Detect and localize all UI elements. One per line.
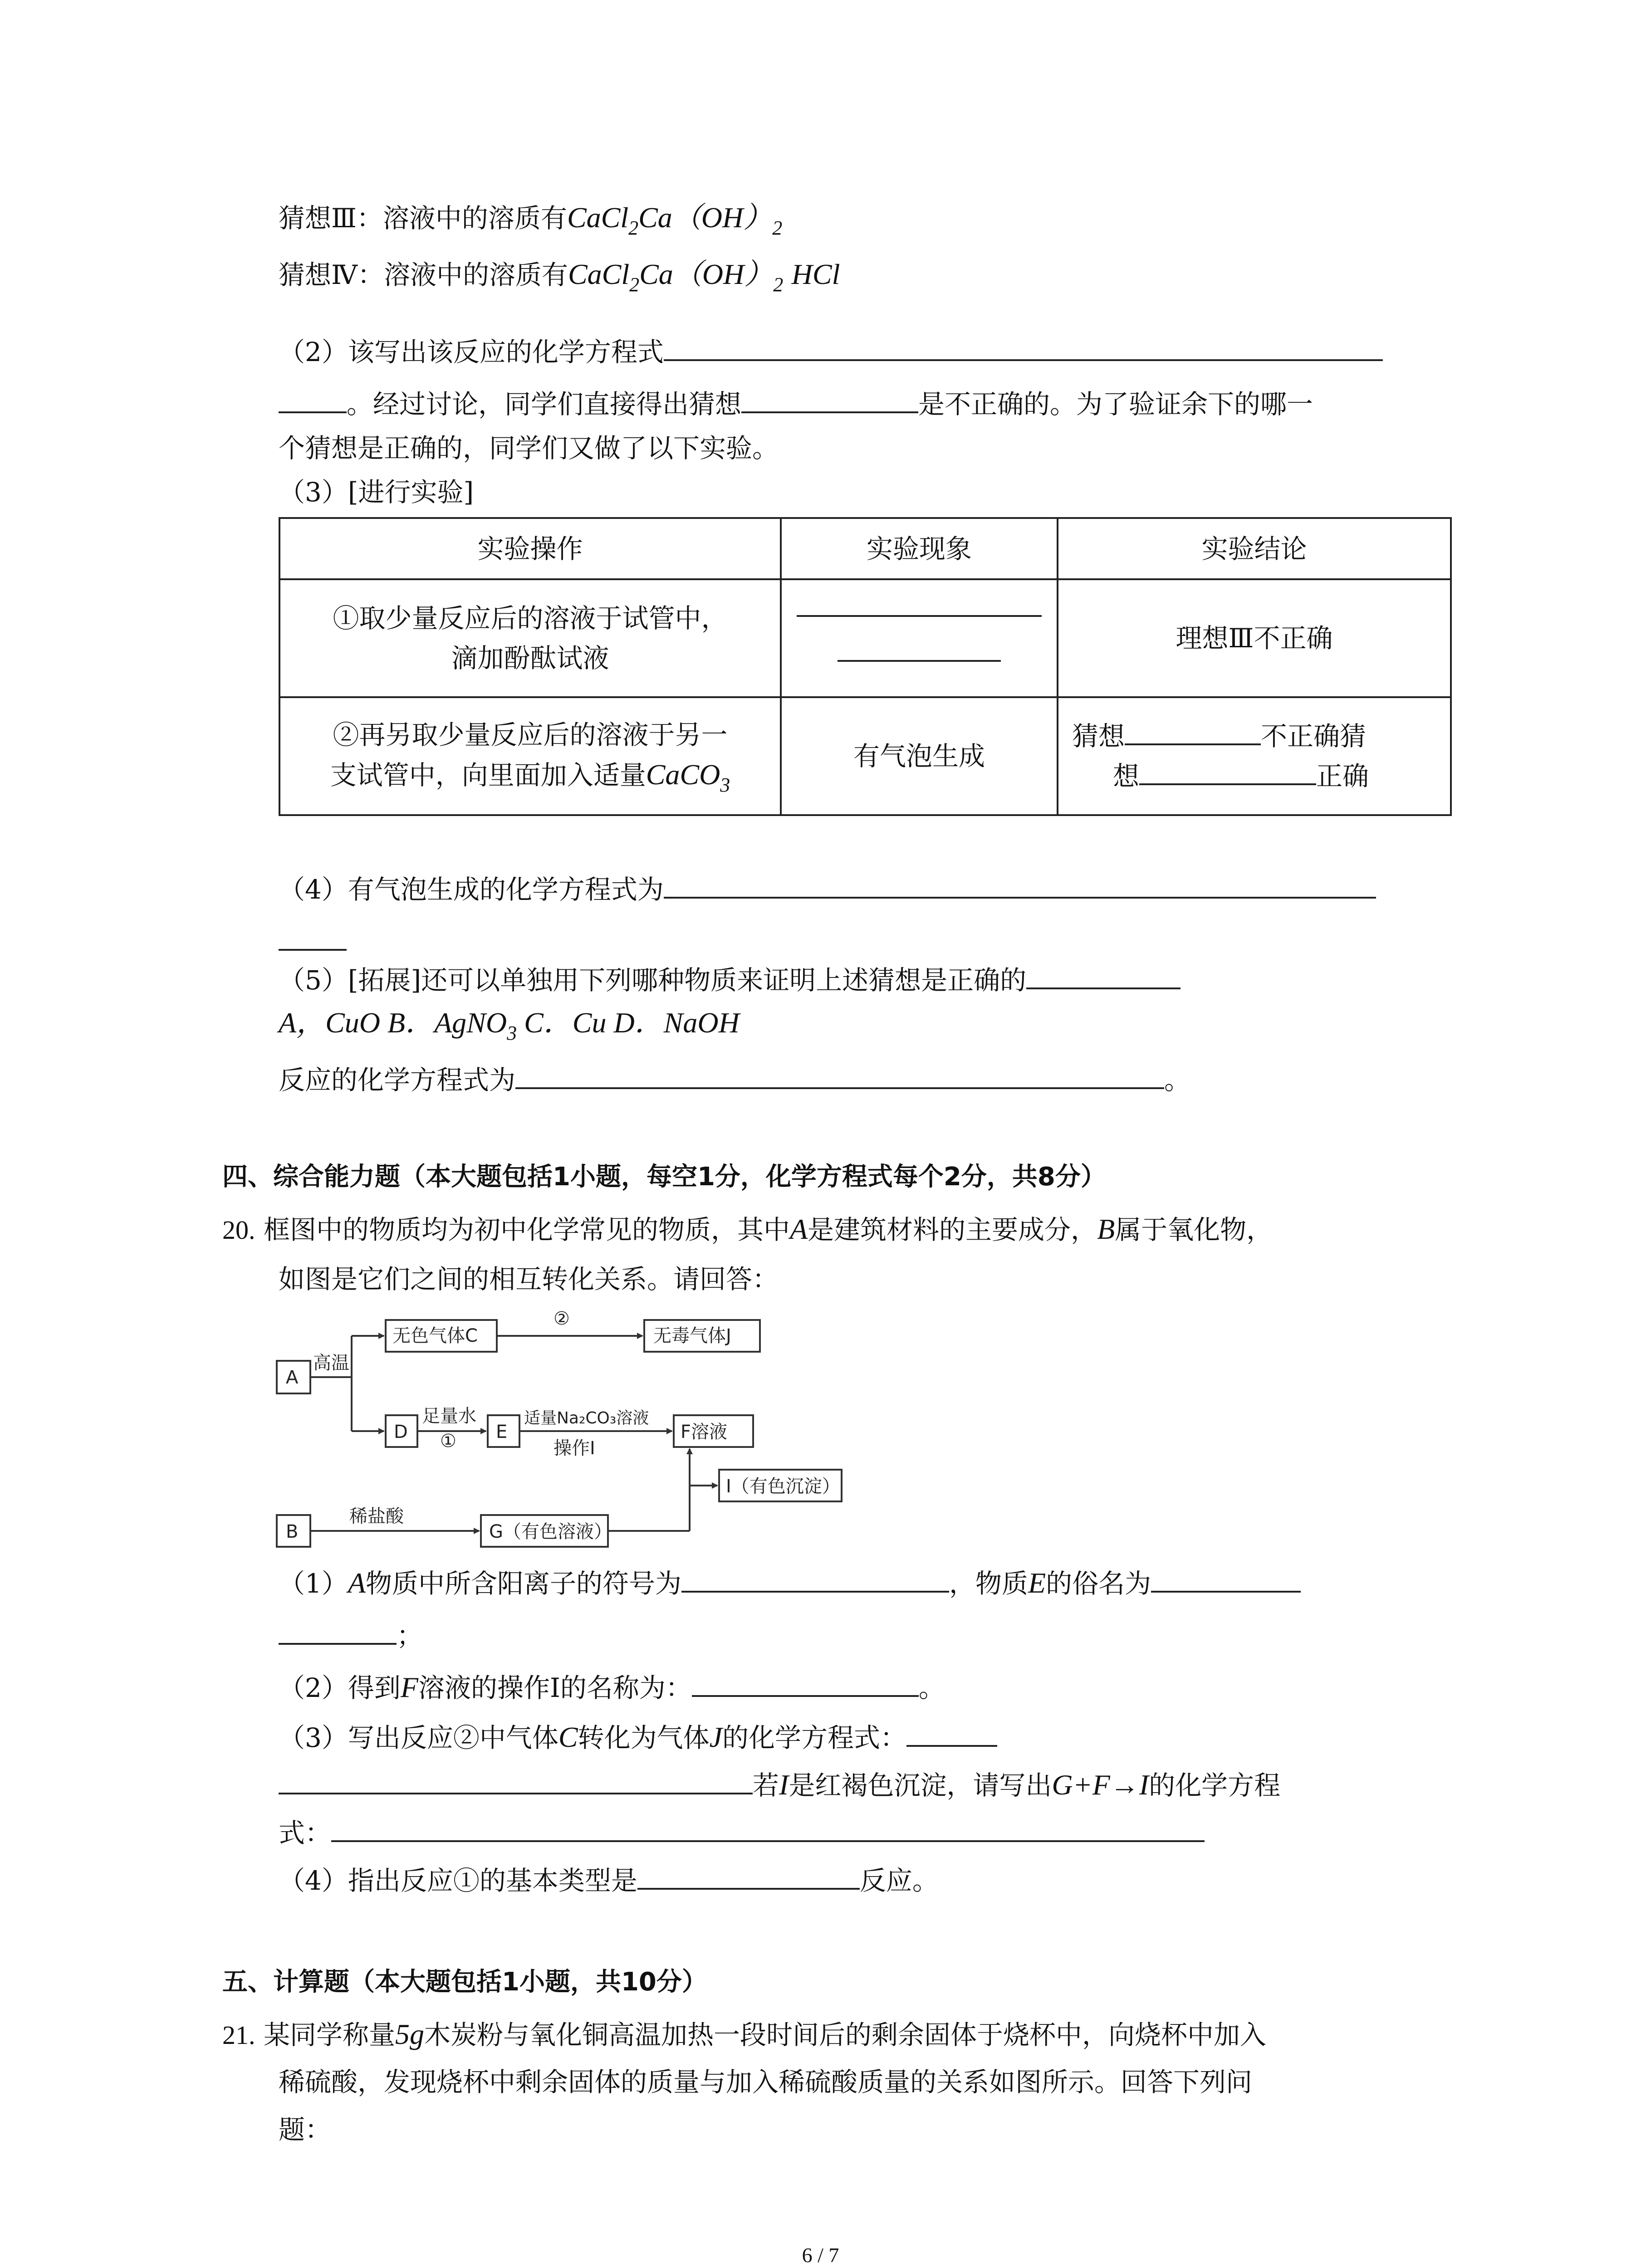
flow-label-d: D [394, 1422, 408, 1442]
q20-part4-b: 反应。 [859, 1865, 939, 1896]
row2-concl-line2 [1072, 756, 1436, 796]
guess-3-line [279, 200, 782, 239]
q19-part5-line [279, 959, 1181, 998]
q21-line1 [222, 2016, 1266, 2053]
q19-part5-options-b: C．Cu D．NaOH [517, 1007, 740, 1039]
answer-blank[interactable] [664, 331, 1383, 361]
row1-phenomenon [781, 579, 1058, 697]
q20-part3-var-j: J [709, 1721, 723, 1753]
table-header-conclusion: 实验结论 [1058, 518, 1451, 579]
q21-line3: 题： [279, 2114, 332, 2145]
answer-blank[interactable] [692, 1667, 919, 1697]
q21-line2: 稀硫酸，发现烧杯中剩余固体的质量与加入稀硫酸质量的关系如图所示。回答下列问 [279, 2067, 1253, 2097]
flowchart-diagram [272, 1306, 916, 1560]
q20-line1-a: 框图中的物质均为初中化学常见的物质，其中 [263, 1214, 790, 1245]
q20-var-b: B [1097, 1213, 1115, 1245]
q19-part5-text: （5）[拓展]还可以单独用下列哪种物质来证明上述猜想是正确的 [279, 965, 1027, 996]
guess-4-formula-cacl: CaCl [568, 258, 630, 290]
answer-blank[interactable] [838, 660, 1001, 662]
answer-blank[interactable] [279, 1615, 397, 1645]
q21-mass: 5g [395, 2018, 424, 2050]
subscript: 2 [773, 274, 784, 296]
q19-part4-line [279, 869, 1376, 908]
q19-part2-line [279, 331, 1383, 370]
q19-part2-cont-b: 是不正确的。为了验证余下的哪一 [918, 389, 1313, 420]
q20-part3-b: 转化为气体 [578, 1722, 710, 1753]
q19-part5-options-a: A，CuO B．AgNO [279, 1007, 507, 1039]
q19-part5-options [279, 1005, 740, 1044]
row2-op-text: 支试管中，向里面加入适量 [330, 759, 646, 791]
answer-blank[interactable] [279, 921, 347, 951]
row2-conclusion [1058, 697, 1451, 815]
answer-blank[interactable] [637, 1860, 860, 1890]
q20-part1-b: 物质中所含阳离子的符号为 [366, 1568, 682, 1599]
answer-blank[interactable] [664, 869, 1376, 899]
q19-part4-cont [279, 921, 347, 960]
flow-label-hcl: 稀盐酸 [349, 1506, 404, 1527]
row1-conclusion: 理想Ⅲ不正确 [1058, 579, 1451, 697]
q20-line2: 如图是它们之间的相互转化关系。请回答： [279, 1264, 779, 1295]
q20-part3-var-i: I [779, 1769, 789, 1801]
answer-blank[interactable] [279, 1765, 753, 1794]
q19-part5-eq-text: 反应的化学方程式为 [279, 1065, 516, 1095]
q20-part2-line [279, 1667, 945, 1706]
q20-line1-b: 是建筑材料的主要成分， [808, 1214, 1097, 1245]
table-row [279, 579, 1451, 697]
answer-blank[interactable] [797, 615, 1042, 617]
q21-number: 21. [222, 2020, 255, 2050]
q20-part3-e: 是红褐色沉淀，请写出 [789, 1770, 1052, 1801]
q20-part3-d: 若 [753, 1770, 779, 1801]
q20-part1-end: ； [397, 1620, 423, 1651]
q21-line1-a: 某同学称量 [263, 2019, 395, 2050]
table-header-operation: 实验操作 [279, 518, 781, 579]
flow-label-i: I（有色沉淀） [726, 1476, 840, 1497]
q20-part1-line [279, 1563, 1301, 1602]
q20-part3-line [279, 1717, 997, 1756]
guess-4-prefix: 猜想Ⅳ：溶液中的溶质有 [279, 259, 568, 290]
row2-op-formula: CaCO [646, 758, 720, 791]
q20-part3-a: （3）写出反应②中气体 [279, 1722, 558, 1753]
q19-part4-text: （4）有气泡生成的化学方程式为 [279, 874, 664, 905]
page-number: 6 / 7 [802, 2244, 839, 2267]
guess-4-formula-hcl: HCl [791, 258, 840, 290]
answer-blank[interactable] [515, 1059, 1164, 1089]
flow-label-f: F溶液 [681, 1422, 728, 1442]
q20-var-a: A [789, 1213, 808, 1245]
row1-op-line2: 滴加酚酞试液 [451, 643, 609, 674]
q20-number: 20. [222, 1215, 255, 1245]
subscript: 3 [720, 773, 730, 796]
table-header-phenomenon: 实验现象 [781, 518, 1058, 579]
row2-concl-d: 正确 [1316, 761, 1369, 792]
q20-part2-a: （2）得到 [279, 1672, 401, 1703]
answer-blank[interactable] [1026, 959, 1181, 989]
guess-3-formula-caoh: Ca（OH） [638, 201, 773, 234]
q20-part1-a: （1） [279, 1568, 348, 1599]
q20-part3-cont2 [279, 1812, 1205, 1851]
answer-blank[interactable] [331, 1812, 1205, 1842]
flow-label-e: E [496, 1422, 508, 1442]
q20-part1-var-a: A [348, 1567, 366, 1599]
row2-concl-a: 猜想 [1072, 721, 1125, 752]
guess-4-formula-caoh: Ca（OH） [639, 258, 774, 290]
experiment-table [279, 517, 1452, 816]
q19-part5-eq [279, 1059, 1190, 1098]
flow-label-water: 足量水 [422, 1406, 476, 1427]
flow-label-high-temp: 高温 [313, 1353, 349, 1374]
answer-blank[interactable] [1125, 718, 1261, 745]
q20-part3-c: 的化学方程式： [722, 1722, 907, 1753]
q20-part3-cont [279, 1765, 1280, 1804]
q19-part2-cont-a: 。经过讨论，同学们直接得出猜想 [347, 389, 742, 420]
table-header-row [279, 518, 1451, 579]
q19-part3-title: （3）[进行实验] [279, 477, 474, 508]
flow-label-g: G（有色溶液） [489, 1521, 612, 1542]
flow-label-b: B [286, 1521, 299, 1542]
answer-blank[interactable] [906, 1717, 997, 1747]
guess-3-prefix: 猜想Ⅲ：溶液中的溶质有 [279, 203, 567, 234]
q19-part2-cont [279, 383, 1313, 422]
table-row [279, 697, 1451, 815]
q21-line1-b: 木炭粉与氧化铜高温加热一段时间后的剩余固体于烧杯中，向烧杯中加入 [424, 2019, 1266, 2050]
row1-operation [279, 579, 781, 697]
flow-label-na2co3: 适量Na₂CO₃溶液 [524, 1409, 649, 1427]
subscript: 2 [628, 217, 639, 239]
answer-blank[interactable] [741, 383, 918, 413]
q20-part4-a: （4）指出反应①的基本类型是 [279, 1865, 637, 1896]
row2-concl-line1 [1072, 716, 1436, 756]
q20-part1-c: ，物质 [949, 1568, 1029, 1599]
answer-blank[interactable] [1151, 1563, 1301, 1593]
row1-op-line1: ①取少量反应后的溶液于试管中， [333, 603, 728, 634]
q20-part3-gfi: G+F→I [1052, 1769, 1149, 1801]
q20-part2-b: 溶液的操作Ⅰ的名称为： [418, 1672, 692, 1703]
row2-concl-c: 想 [1113, 761, 1140, 792]
q20-part1-cont [279, 1615, 423, 1654]
row2-op-line2 [294, 755, 766, 798]
q20-part1-d: 的俗名为 [1046, 1568, 1151, 1599]
q20-part3-f: 的化学方程 [1149, 1770, 1281, 1801]
flow-label-a: A [286, 1367, 299, 1388]
row2-op-line1: ②再另取少量反应后的溶液于另一 [333, 719, 728, 750]
q20-part4-line [279, 1860, 939, 1899]
q20-part2-var-f: F [400, 1671, 418, 1703]
q19-part2-text: （2）该写出该反应的化学方程式 [279, 337, 664, 367]
row2-operation [279, 697, 781, 815]
q20-part3-g: 式： [279, 1818, 332, 1848]
row2-phenomenon: 有气泡生成 [781, 697, 1058, 815]
q19-part2-cont-c: 个猜想是正确的，同学们又做了以下实验。 [279, 433, 779, 464]
flow-label-circle2: ② [554, 1308, 570, 1329]
q20-part1-var-e: E [1028, 1567, 1046, 1599]
answer-blank[interactable] [279, 383, 347, 413]
q20-line1 [222, 1211, 1273, 1248]
section4-title: 四、综合能力题（本大题包括1小题，每空1分，化学方程式每个2分，共8分） [222, 1162, 1106, 1192]
answer-blank[interactable] [1139, 758, 1316, 785]
guess-3-formula-cacl: CaCl [567, 201, 629, 234]
row2-concl-b: 不正确猜 [1261, 721, 1367, 752]
q20-part3-var-c: C [558, 1721, 578, 1753]
flow-label-circle1: ① [440, 1431, 456, 1452]
guess-4-line [279, 256, 840, 296]
flow-label-c: 无色气体C [392, 1325, 478, 1346]
answer-blank[interactable] [681, 1563, 949, 1593]
q20-line1-c: 属于氧化物， [1115, 1214, 1273, 1245]
flow-label-op1: 操作Ⅰ [554, 1438, 595, 1459]
q20-part2-end: 。 [918, 1672, 945, 1703]
subscript: 3 [507, 1022, 517, 1044]
section5-title: 五、计算题（本大题包括1小题，共10分） [222, 1967, 707, 1997]
subscript: 2 [629, 274, 640, 296]
q19-part5-end: 。 [1164, 1065, 1191, 1095]
subscript: 2 [772, 217, 783, 239]
flow-label-j: 无毒气体J [653, 1325, 731, 1346]
